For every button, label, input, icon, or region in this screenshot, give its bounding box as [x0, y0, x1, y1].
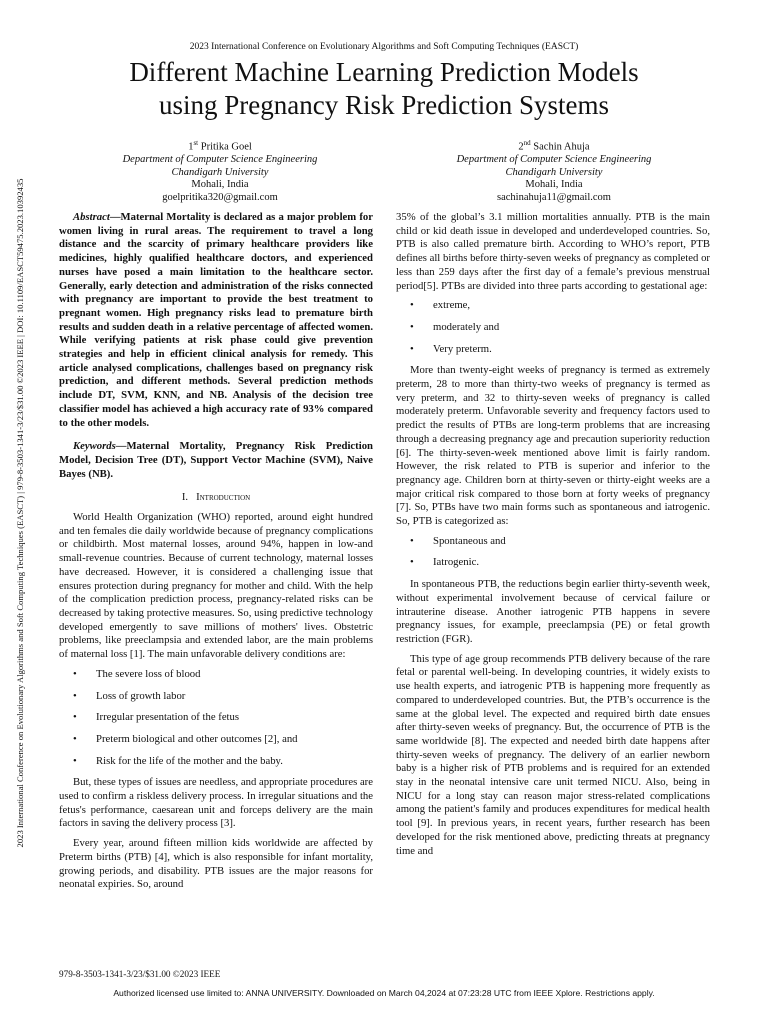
- author-1-location: Mohali, India: [191, 179, 249, 191]
- section-title: Introduction: [196, 491, 251, 504]
- intro-paragraph-2: But, these types of issues are needless, and appropriate procedures are used to confirm a riskless delivery process. In irregular situations and the fetus's performance, caesarean unit and forceps delivery are the main factors in saving the delivery process [3].: [59, 776, 373, 830]
- author-1-ordinal: 1: [188, 141, 194, 153]
- author-2-email[interactable]: sachinahuja11@gmail.com: [497, 191, 611, 203]
- bullet-icon: •: [410, 342, 414, 355]
- list-item: [396, 299, 710, 313]
- author-2-location: Mohali, India: [525, 179, 583, 191]
- author-1-block: [70, 137, 370, 204]
- list-item: [59, 733, 373, 747]
- abstract: [59, 211, 373, 430]
- list-item: [59, 711, 373, 725]
- right-paragraph-2: More than twenty-eight weeks of pregnancy is termed as extremely preterm, 28 to more than thirty-two weeks of pregnancy is termed as very preterm, and 32 to thirty-seven weeks of pregnancy is called moderately preterm. Unfavorable severity and frequency factors used to predict the results of PTBs are long-term problems that are increasing through a decreasing pregnancy age and precaution superiority reduction [6]. The thirty-seven-week mentioned above limit is fairly random. However, the risk related to PTB is superior and inferior to the pregnancy age. Children born at thirty-seven or thirty-eight weeks are a major critical risk compared to those born at forty weeks of pregnancy [7]. So, PTBs have two main forms such as spontaneous and iatrogenic. So, PTB is categorized as:: [396, 364, 710, 528]
- list-item-text: Iatrogenic.: [433, 556, 479, 569]
- author-2-university: Chandigarh University: [505, 166, 603, 178]
- author-1-name-line: [70, 137, 370, 154]
- bullet-icon: •: [410, 320, 414, 333]
- abstract-label: Abstract: [73, 211, 110, 223]
- list-item-text: Preterm biological and other outcomes [2], and: [96, 732, 298, 745]
- author-2-name: Sachin Ahuja: [533, 141, 590, 153]
- list-item-text: Irregular presentation of the fetus: [96, 711, 240, 724]
- right-column: [396, 211, 710, 864]
- footer-license: Authorized licensed use limited to: ANNA UNIVERSITY. Downloaded on March 04,2024 at 07:23:28 UTC from IEEE Xplore. Restrictions apply.: [113, 988, 655, 998]
- list-item: [396, 343, 710, 357]
- list-item-text: extreme,: [433, 299, 471, 312]
- bullet-icon: •: [410, 556, 414, 569]
- bullet-icon: •: [73, 732, 77, 745]
- title-line-1: Different Machine Learning Prediction Models: [129, 57, 639, 87]
- list-item: [59, 668, 373, 682]
- author-1-university: Chandigarh University: [171, 166, 269, 178]
- list-item: [396, 321, 710, 335]
- bullet-icon: •: [73, 754, 77, 767]
- list-item-text: Risk for the life of the mother and the baby.: [96, 754, 283, 767]
- author-1-department: Department of Computer Science Engineering: [122, 154, 318, 166]
- author-2-department: Department of Computer Science Engineering: [456, 154, 652, 166]
- side-citation-text: 2023 International Conference on Evolutionary Algorithms and Soft Computing Techniques (EASCT) | 979-8-3503-1341-3/23/$31.00 ©2023 IEEE | DOI: 10.1109/EASCT59475.2023.10392435: [15, 178, 25, 848]
- author-2-ordinal: 2: [518, 141, 524, 153]
- bullet-icon: •: [410, 534, 414, 547]
- title-line-2: using Pregnancy Risk Prediction Systems: [159, 90, 609, 120]
- list-item: [396, 556, 710, 570]
- delivery-conditions-list: [59, 668, 373, 769]
- bullet-icon: •: [410, 299, 414, 312]
- left-column: [59, 211, 373, 898]
- footer-isbn: 979-8-3503-1341-3/23/$31.00 ©2023 IEEE: [59, 969, 221, 979]
- intro-paragraph-3: Every year, around fifteen million kids worldwide are affected by Preterm births (PTB) [4], which is also responsible for infant mortality, growing periods, and disability. PTB issues are the major reasons for neonatal expiries. So, around: [59, 837, 373, 891]
- right-paragraph-1: 35% of the global’s 3.1 million mortalities annually. PTB is the main child or kid death issue in developed and underdeveloped countries. So, PTB is also called premature birth. According to WHO’s report, PTB defines all births before thirty-seven weeks of pregnancy as completed or less than 259 days after the first day of a female’s previous menstrual period[5]. PTBs are divided into three parts according to gestational age:: [396, 211, 710, 292]
- author-1-name: Pritika Goel: [200, 141, 252, 153]
- intro-paragraph-1: World Health Organization (WHO) reported, around eight hundred and ten females die daily worldwide because of pregnancy complications or childbirth. Most maternal losses, around 94%, happen in low-and small-revenue countries. Because of current technology, maternal losses have decreased. However, it is considered a challenging issue that ensures protection during pregnancy for mother and child. With the help of the complication prediction process, pregnancy-related risks can be decreased by taking protective measures. So, using predictive technology developed emergently to save millions of mothers' lives. Obstetric problems, like preeclampsia and extended labor, are the main problems of maternal loss [1]. The main unfavorable delivery conditions are:: [59, 511, 373, 661]
- abstract-text: —Maternal Mortality is declared as a major problem for women living in rural areas. The requirement to travel a long distance and the scarcity of primary healthcare providers like medicines, highly qualified healthcare doctors, and experienced nurses have posed a main limitation to the healthcare sector. Generally, early detection and administration of the risks connected with pregnancy are important to provide the best treatment to pregnant women. High pregnancy risks lead to premature birth results and sudden death in a relative percentage of affected women. While verifying patients at risk phase could give prevention strategies and help in efficient clinical analysis for remedy. This article analysed complications, challenges based on pregnancy risk prediction, and different methods. Several prediction methods include DT, SVM, KNN, and NB. Analysis of the decision tree classifier model has achieved a high accuracy rate of 93% compared to the other models.: [59, 211, 373, 429]
- bullet-icon: •: [73, 689, 77, 702]
- list-item-text: The severe loss of blood: [96, 667, 201, 680]
- author-2-name-line: [404, 137, 704, 154]
- section-heading-introduction: [59, 491, 373, 505]
- bullet-icon: •: [73, 667, 77, 680]
- list-item: [59, 755, 373, 769]
- right-paragraph-4: This type of age group recommends PTB delivery because of the rare fetal or parental well-being. In developing countries, it widely exists to use health experts, and iatrogenic PTB is happening more frequently as compared to underdeveloped countries. But, the PTB’s occurrence is the same at the global level. The expected and required birth date ensues after thirty-seven weeks of pregnancy. But, the occurrence of PTB is the same worldwide [8]. The expected and needed birth date happens after thirty-seven weeks of pregnancy. The delivery of an earlier newborn baby is a higher risk of PTB problems and is required for an extended stay in the neonatal intensive care unit termed NICU. Also, being in NICU for a long stay can reason major stress-related complications among the patient's family and produces expenditures for medical health tool [9]. In previous years, in recent years, further research has been developed for the risk mentioned above, predicting threats at pregnancy time and: [396, 652, 710, 857]
- list-item-text: Loss of growth labor: [96, 689, 186, 702]
- author-1-ordinal-suffix: st: [193, 139, 199, 147]
- paper-title: [40, 56, 728, 122]
- keywords: [59, 440, 373, 481]
- keywords-label: Keywords: [73, 440, 116, 453]
- list-item-text: Very preterm.: [433, 342, 492, 355]
- list-item: [59, 690, 373, 704]
- ptb-forms-list: [396, 535, 710, 570]
- list-item: [396, 535, 710, 549]
- author-1-email[interactable]: goelpritika320@gmail.com: [162, 191, 278, 203]
- conference-header: 2023 International Conference on Evolutionary Algorithms and Soft Computing Techniques (EASCT): [189, 42, 579, 52]
- author-2-block: [404, 137, 704, 204]
- author-2-ordinal-suffix: nd: [523, 139, 531, 147]
- section-number: I.: [181, 491, 189, 504]
- right-paragraph-3: In spontaneous PTB, the reductions begin earlier thirty-seventh week, without experimental involvement because of cervical failure or intrauterine disease. Another iatrogenic PTB happens in severe pregnancy issues, for example, preeclampsia (PE) or fetal growth restriction (FGR).: [396, 578, 710, 645]
- bullet-icon: •: [73, 711, 77, 724]
- gestational-age-list: [396, 299, 710, 356]
- side-margin-citation: [6, 0, 34, 1024]
- list-item-text: moderately and: [433, 320, 500, 333]
- list-item-text: Spontaneous and: [433, 534, 506, 547]
- keywords-text: —Maternal Mortality, Pregnancy Risk Prediction Model, Decision Tree (DT), Support Vector Machine (SVM), Naive Bayes (NB).: [59, 440, 373, 480]
